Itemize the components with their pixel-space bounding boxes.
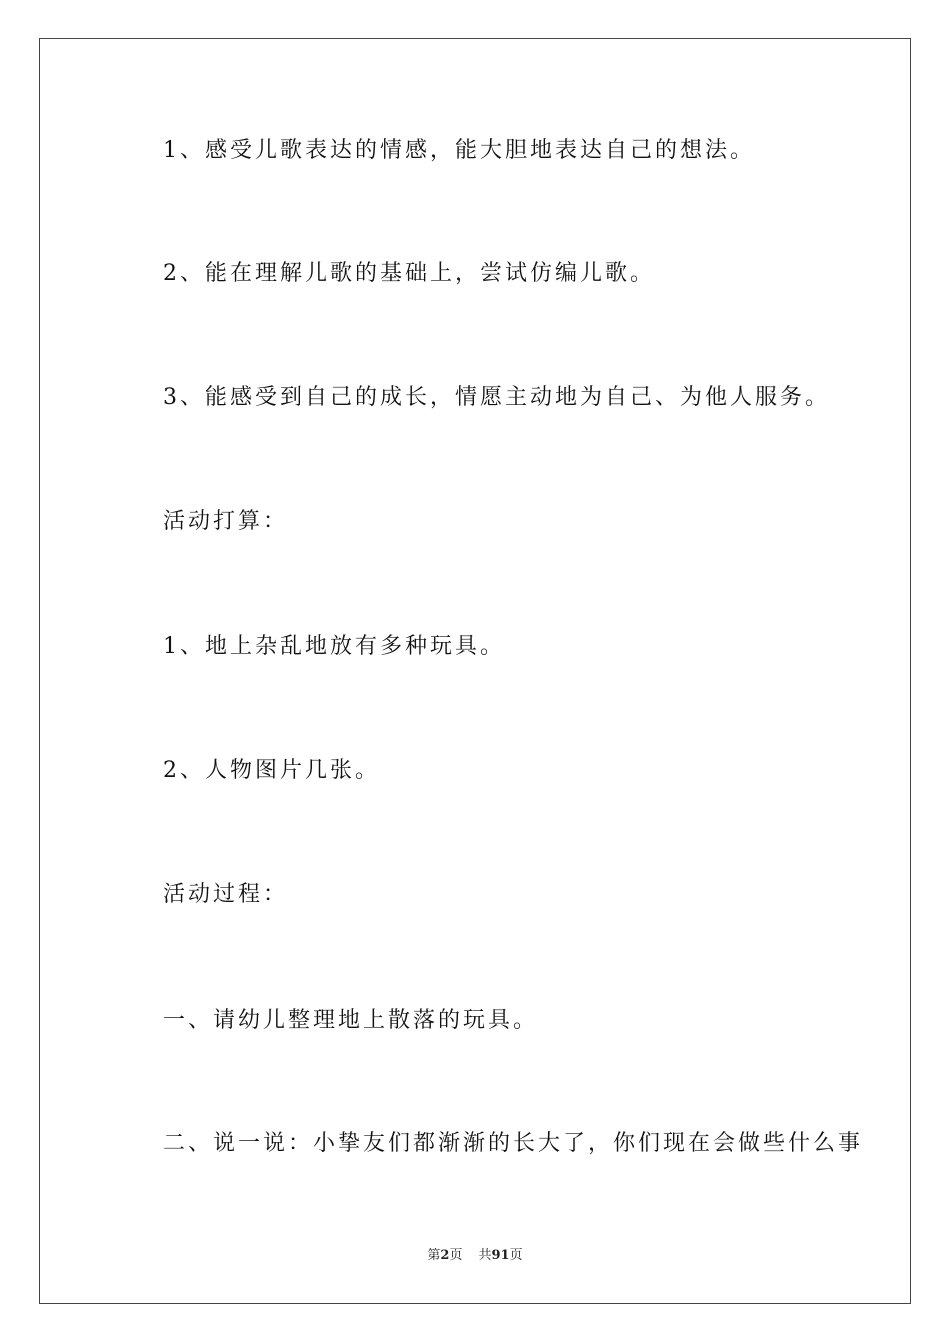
page-suffix: 页 xyxy=(449,1248,463,1263)
objective-1: 1、感受儿歌表达的情感，能大胆地表达自己的想法。 xyxy=(163,138,755,163)
page-border xyxy=(39,38,911,1304)
total-pages: 91 xyxy=(491,1248,510,1263)
objective-2: 2、能在理解儿歌的基础上，尝试仿编儿歌。 xyxy=(163,261,655,286)
process-step-1: 一、请幼儿整理地上散落的玩具。 xyxy=(163,1008,539,1033)
page-number: 2 xyxy=(440,1248,450,1263)
objective-3: 3、能感受到自己的成长，情愿主动地为自己、为他人服务。 xyxy=(163,385,830,410)
preparation-item-1: 1、地上杂乱地放有多种玩具。 xyxy=(163,634,505,659)
total-prefix: 共 xyxy=(478,1248,492,1263)
process-step-2: 二、说一说：小挚友们都渐渐的长大了，你们现在会做些什么事 xyxy=(163,1131,864,1156)
total-suffix: 页 xyxy=(509,1248,523,1263)
preparation-heading: 活动打算： xyxy=(163,509,289,534)
page-footer xyxy=(0,1247,950,1265)
process-heading: 活动过程： xyxy=(163,882,289,907)
preparation-item-2: 2、人物图片几张。 xyxy=(163,758,380,783)
page-prefix: 第 xyxy=(427,1248,441,1263)
